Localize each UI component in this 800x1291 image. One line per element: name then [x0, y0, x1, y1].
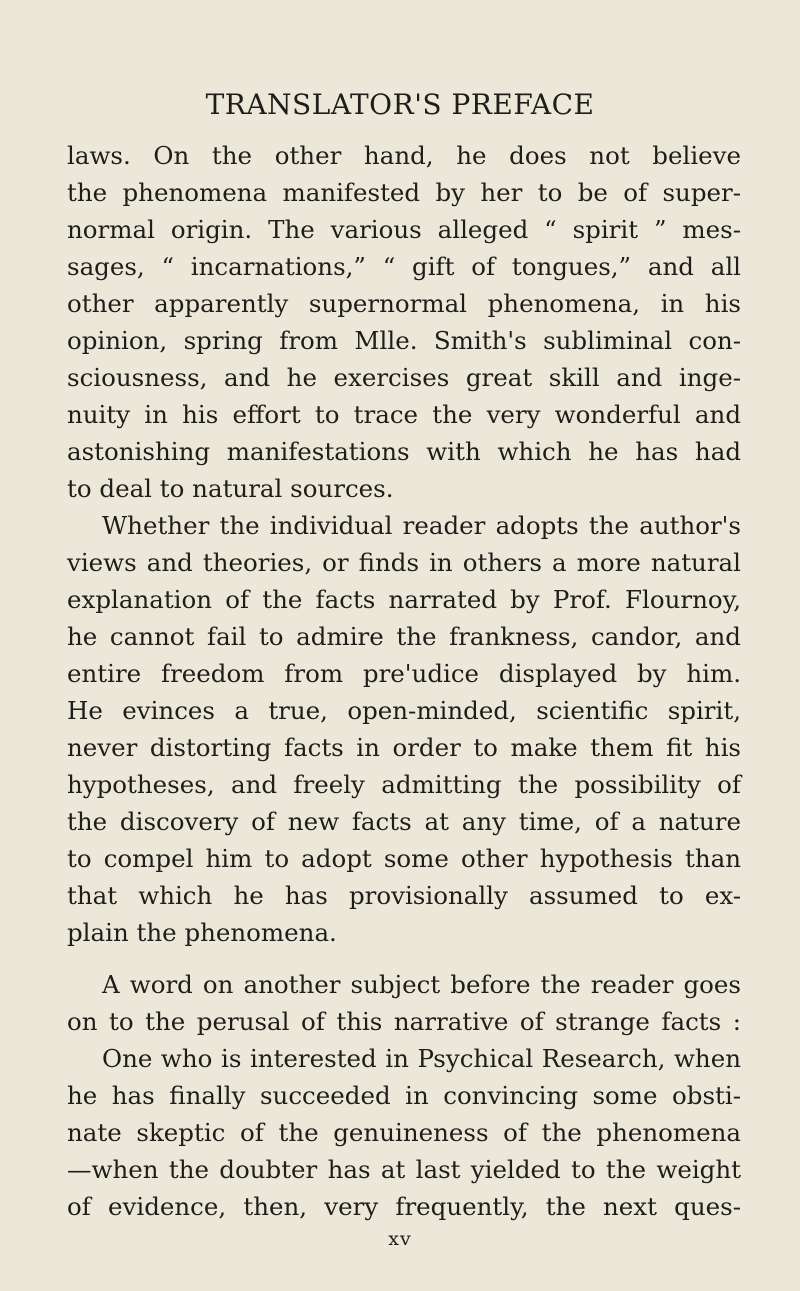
running-header: TRANSLATOR'S PREFACE: [205, 88, 595, 121]
text-line: entire freedom from pre'udice displayed by him.: [67, 659, 741, 688]
text-line: he cannot fail to admire the frankness, candor, and: [67, 622, 741, 651]
text-line: of evidence, then, very frequently, the next ques-: [67, 1192, 741, 1221]
text-line: opinion, spring from Mlle. Smith's subliminal con-: [67, 326, 741, 355]
text-line: to deal to natural sources.: [67, 474, 394, 503]
text-line: views and theories, or finds in others a more natural: [67, 548, 741, 577]
text-line: A word on another subject before the reader goes: [102, 970, 741, 999]
text-line: on to the perusal of this narrative of strange facts :: [67, 1007, 741, 1036]
text-line: the phenomena manifested by her to be of super-: [67, 178, 741, 207]
text-line: astonishing manifestations with which he has had: [67, 437, 741, 466]
text-line: normal origin. The various alleged “ spirit ” mes-: [67, 215, 741, 244]
text-line: He evinces a true, open-minded, scientific spirit,: [67, 696, 741, 725]
text-line: to compel him to adopt some other hypothesis than: [67, 844, 741, 873]
text-line: hypotheses, and freely admitting the possibility of: [67, 770, 741, 799]
text-line: —when the doubter has at last yielded to the weight: [67, 1155, 741, 1184]
text-line: other apparently supernormal phenomena, in his: [67, 289, 741, 318]
text-line: nuity in his effort to trace the very wonderful and: [67, 400, 741, 429]
text-line: Whether the individual reader adopts the author's: [102, 511, 741, 540]
text-line: that which he has provisionally assumed to ex-: [67, 881, 741, 910]
page-number: xv: [388, 1228, 412, 1250]
text-line: One who is interested in Psychical Research, when: [102, 1044, 741, 1073]
text-line: sciousness, and he exercises great skill and inge-: [67, 363, 741, 392]
text-line: laws. On the other hand, he does not believe: [67, 141, 741, 170]
text-line: explanation of the facts narrated by Prof. Flournoy,: [67, 585, 741, 614]
text-line: never distorting facts in order to make them fit his: [67, 733, 741, 762]
text-line: the discovery of new facts at any time, of a nature: [67, 807, 741, 836]
text-line: plain the phenomena.: [67, 918, 337, 947]
text-line: nate skeptic of the genuineness of the phenomena: [67, 1118, 741, 1147]
text-line: he has finally succeeded in convincing some obsti-: [67, 1081, 741, 1110]
text-line: sages, “ incarnations,” “ gift of tongues,” and all: [67, 252, 741, 281]
